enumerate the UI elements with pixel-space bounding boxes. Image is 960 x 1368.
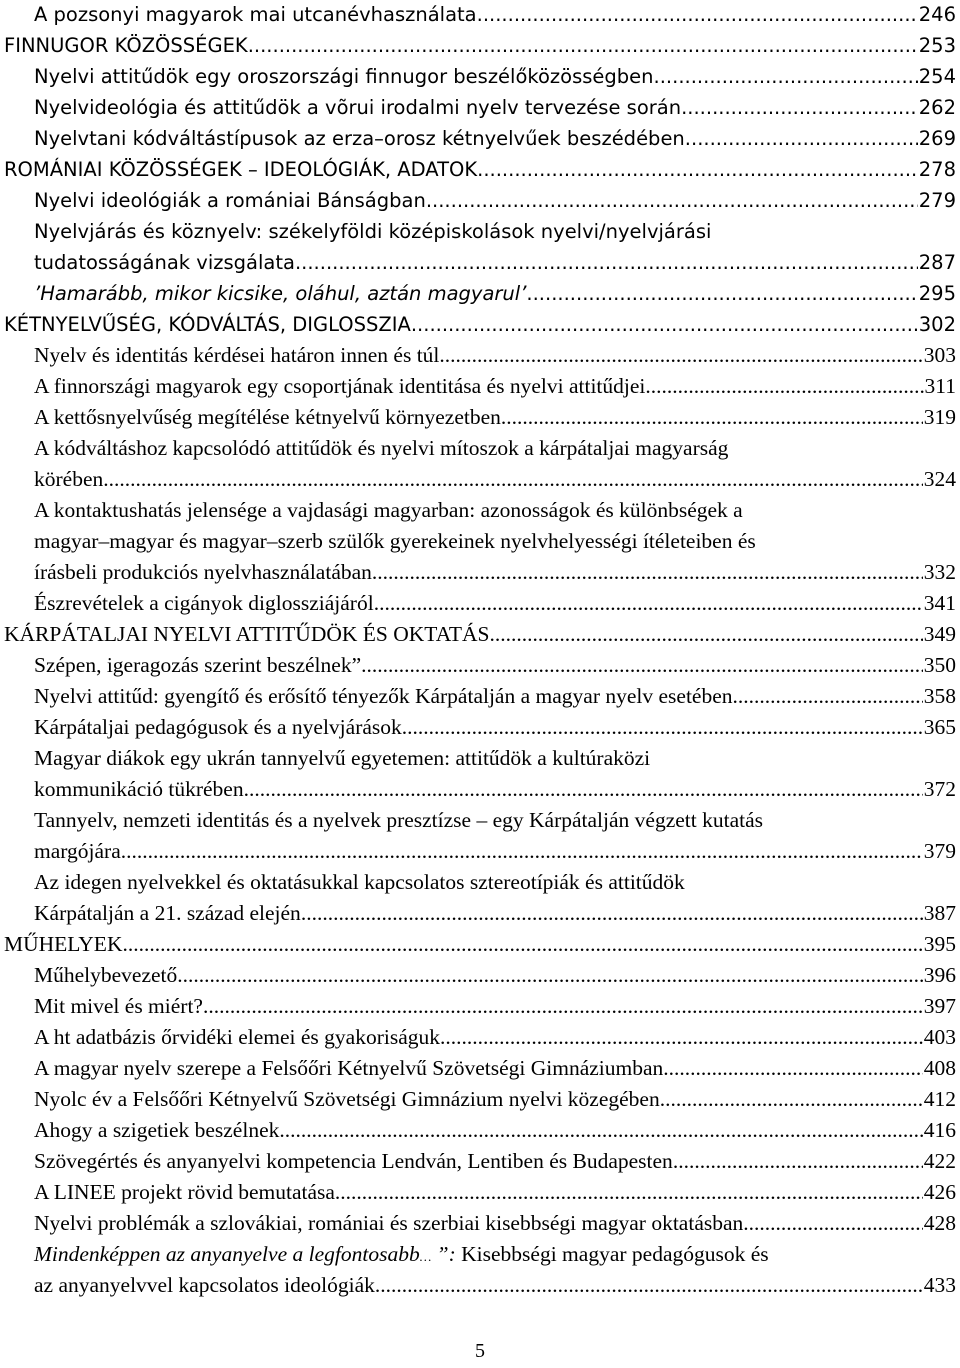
toc-entry xyxy=(34,371,956,402)
dot-leader xyxy=(374,588,923,619)
toc-entry-title: Nyelvi attitűdök egy oroszországi finnugor beszélőközösségben xyxy=(34,65,654,88)
dot-leader xyxy=(440,1022,923,1053)
toc-entry xyxy=(34,1177,956,1208)
toc-entry xyxy=(34,402,956,433)
toc-entry-line xyxy=(34,712,956,743)
toc-entry xyxy=(34,650,956,681)
dot-leader xyxy=(375,1270,923,1301)
dot-leader xyxy=(361,650,923,681)
toc-entry-title: Észrevételek a cigányok diglossziájáról xyxy=(34,591,374,615)
toc-page-number: 303 xyxy=(923,343,956,367)
toc-page-number: 358 xyxy=(923,684,956,708)
dot-leader xyxy=(526,278,917,309)
toc-entry-title: Ahogy a szigetiek beszélnek xyxy=(34,1118,280,1142)
toc-page-number: 397 xyxy=(923,994,956,1018)
dot-leader xyxy=(477,0,918,30)
toc-page-number: 279 xyxy=(918,189,956,212)
toc-page-number: 379 xyxy=(923,839,956,863)
toc-entry-line xyxy=(34,1115,956,1146)
toc-entry xyxy=(34,1084,956,1115)
toc-entry-title-line: A kódváltáshoz kapcsolódó attitűdök és nyelvi mítoszok a kárpátaljai magyarság xyxy=(34,436,729,460)
toc-entry xyxy=(34,1115,956,1146)
toc-entry-title: Nyolc év a Felsőőri Kétnyelvű Szövetségi Gimnázium nyelvi közegében xyxy=(34,1087,660,1111)
toc-entry xyxy=(34,805,956,867)
toc-section-heading xyxy=(4,154,956,185)
toc-entry-title-line: Az idegen nyelvekkel és oktatásukkal kapcsolatos sztereotípiák és attitűdök xyxy=(34,870,685,894)
toc-page-number: 433 xyxy=(923,1273,956,1297)
closing-quote: ”: xyxy=(436,1242,456,1266)
dot-leader xyxy=(335,1177,923,1208)
toc-entry-title: az anyanyelvvel kapcsolatos ideológiák xyxy=(34,1273,375,1297)
toc-entry-title: margójára xyxy=(34,839,121,863)
toc-entry xyxy=(34,92,956,123)
toc-entry-line xyxy=(34,1022,956,1053)
toc-entry xyxy=(34,1146,956,1177)
toc-entry-line xyxy=(34,247,956,278)
toc-entry-line xyxy=(34,650,956,681)
toc-entry-title-line: A kontaktushatás jelensége a vajdasági magyarban: azonosságok és különbségek a xyxy=(34,498,743,522)
toc-entry xyxy=(34,1053,956,1084)
toc-entry-line xyxy=(34,1208,956,1239)
toc-entry-line xyxy=(34,960,956,991)
toc-page-number: 332 xyxy=(923,560,956,584)
dot-leader xyxy=(177,960,922,991)
toc-entry xyxy=(34,588,956,619)
toc-entry xyxy=(34,495,956,588)
toc-entry-title: ROMÁNIAI KÖZÖSSÉGEK – IDEOLÓGIÁK, ADATOK xyxy=(4,158,478,181)
toc-section-heading xyxy=(4,619,956,650)
toc-page-number: 387 xyxy=(923,901,956,925)
toc-entry xyxy=(34,960,956,991)
toc-entry-title: Nyelvtani kódváltástípusok az erza–orosz kétnyelvűek beszédében xyxy=(34,127,685,150)
dot-leader xyxy=(402,712,923,743)
toc-entry-title: tudatosságának vizsgálata xyxy=(34,251,295,274)
dot-leader xyxy=(501,402,923,433)
toc-entry-title: Kárpátaljai pedagógusok és a nyelvjárások xyxy=(34,715,402,739)
dot-leader xyxy=(654,61,918,92)
toc-entry-line xyxy=(34,92,956,123)
toc-entry-title: A ht adatbázis őrvidéki elemei és gyakoriságuk xyxy=(34,1025,440,1049)
toc-entry-line xyxy=(34,278,956,309)
toc-entry xyxy=(34,0,956,30)
toc-entry-line xyxy=(34,1177,956,1208)
toc-entry-title: Mit mivel és miért? xyxy=(34,994,203,1018)
toc-entry-title-line: Tannyelv, nemzeti identitás és a nyelvek presztízse – egy Kárpátalján végzett kutatás xyxy=(34,808,764,832)
toc-entry-line xyxy=(34,0,956,30)
toc-page-number: 319 xyxy=(923,405,956,429)
dot-leader xyxy=(673,1146,923,1177)
ellipsis: … xyxy=(419,1249,432,1264)
toc-entry-title-line: magyar–magyar és magyar–szerb szülők gyerekeinek nyelvhelyességi ítéleteiben és xyxy=(34,529,756,553)
dot-leader xyxy=(477,154,918,185)
dot-leader xyxy=(203,991,923,1022)
toc-page-number: 295 xyxy=(918,282,956,305)
toc-page-number: 278 xyxy=(918,158,956,181)
toc-entry-line xyxy=(34,588,956,619)
toc-page-number: 349 xyxy=(923,622,956,646)
toc-entry xyxy=(34,216,956,278)
dot-leader xyxy=(411,309,918,340)
toc-page-number: 311 xyxy=(924,374,956,398)
toc-page-number: 372 xyxy=(923,777,956,801)
toc-page-number: 403 xyxy=(923,1025,956,1049)
toc-entry-title: A pozsonyi magyarok mai utcanévhasználata xyxy=(34,3,477,26)
toc-entry xyxy=(34,433,956,495)
toc-entry-line xyxy=(4,929,956,960)
toc-entry-line xyxy=(34,340,956,371)
dot-leader xyxy=(489,619,922,650)
toc-entry-title: KÉTNYELVŰSÉG, KÓDVÁLTÁS, DIGLOSSZIA xyxy=(4,313,411,336)
dot-leader xyxy=(244,774,923,805)
toc-entry-title: Nyelvi problémák a szlovákiai, romániai és szerbiai kisebbségi magyar oktatásban xyxy=(34,1211,744,1235)
toc-page-number: 254 xyxy=(918,65,956,88)
toc-entry xyxy=(34,278,956,309)
toc-entry-line xyxy=(34,898,956,929)
toc-entry-line xyxy=(34,557,956,588)
toc-entry-title-line: Nyelvjárás és köznyelv: székelyföldi középiskolások nyelvi/nyelvjárási xyxy=(34,220,712,243)
toc-entry-title-line: Magyar diákok egy ukrán tannyelvű egyetemen: attitűdök a kultúraközi xyxy=(34,746,651,770)
toc-entry-line xyxy=(4,154,956,185)
toc-entry xyxy=(34,991,956,1022)
toc-page-number: 253 xyxy=(918,34,956,57)
toc-entry-title: Nyelvideológia és attitűdök a võrui irodalmi nyelv tervezése során xyxy=(34,96,682,119)
toc-entry-line xyxy=(34,1146,956,1177)
toc-entry-line xyxy=(34,1053,956,1084)
toc-entry xyxy=(34,61,956,92)
dot-leader xyxy=(301,898,923,929)
toc-page-number: 246 xyxy=(918,3,956,26)
toc-page-number: 324 xyxy=(923,467,956,491)
toc-entry-title: Nyelv és identitás kérdései határon innen és túl xyxy=(34,343,440,367)
toc-entry xyxy=(34,123,956,154)
toc-entry-title: körében xyxy=(34,467,104,491)
dot-leader xyxy=(426,185,918,216)
toc-entry xyxy=(34,1022,956,1053)
dot-leader xyxy=(685,123,918,154)
toc-page-number: 408 xyxy=(923,1056,956,1080)
toc-entry-title: KÁRPÁTALJAI NYELVI ATTITŰDÖK ÉS OKTATÁS xyxy=(4,622,490,646)
toc-entry xyxy=(34,340,956,371)
toc-entry xyxy=(34,185,956,216)
toc-page-number: 302 xyxy=(918,313,956,336)
toc-entry-line xyxy=(34,61,956,92)
toc-entry-line xyxy=(4,30,956,61)
toc-page-number: 428 xyxy=(923,1211,956,1235)
toc-page-number: 350 xyxy=(923,653,956,677)
dot-leader xyxy=(681,92,918,123)
toc-entry-title-italic: Mindenképpen az anyanyelve a legfontosabb xyxy=(34,1242,420,1266)
toc-entry-title: MŰHELYEK xyxy=(4,932,123,956)
dot-leader xyxy=(733,681,923,712)
toc-entry-line xyxy=(34,1084,956,1115)
toc-entry xyxy=(34,681,956,712)
toc-page-number: 365 xyxy=(923,715,956,739)
toc-page-number: 416 xyxy=(923,1118,956,1142)
toc-entry-line xyxy=(4,309,956,340)
toc-entry xyxy=(34,1208,956,1239)
dot-leader xyxy=(660,1084,923,1115)
toc-entry-title-line xyxy=(34,1239,956,1270)
toc-entry-title: A LINEE projekt rövid bemutatása xyxy=(34,1180,335,1204)
dot-leader xyxy=(372,557,923,588)
toc-section-heading xyxy=(4,929,956,960)
toc-entry-line xyxy=(34,836,956,867)
toc-entry-title: A magyar nyelv szerepe a Felsőőri Kétnyelvű Szövetségi Gimnáziumban xyxy=(34,1056,664,1080)
toc-entry-title: írásbeli produkciós nyelvhasználatában xyxy=(34,560,372,584)
toc-entry-line xyxy=(34,991,956,1022)
toc-page-number: 341 xyxy=(923,591,956,615)
toc-entry-line xyxy=(34,681,956,712)
dot-leader xyxy=(248,30,918,61)
toc-entry-title: ’Hamarább, mikor kicsike, oláhul, aztán magyarul’ xyxy=(34,282,527,305)
dot-leader xyxy=(279,1115,922,1146)
toc-page-number: 269 xyxy=(918,127,956,150)
toc-entry-line xyxy=(34,774,956,805)
toc-entry xyxy=(34,1239,956,1301)
dot-leader xyxy=(645,371,923,402)
dot-leader xyxy=(295,247,918,278)
toc-entry-title: Nyelvi attitűd: gyengítő és erősítő tényezők Kárpátalján a magyar nyelv esetében xyxy=(34,684,733,708)
page-number: 5 xyxy=(475,1340,485,1362)
toc-entry-title: A finnországi magyarok egy csoportjának identitása és nyelvi attitűdjei xyxy=(34,374,646,398)
dot-leader xyxy=(121,836,923,867)
dot-leader xyxy=(122,929,922,960)
toc-entry-line xyxy=(34,402,956,433)
toc-entry-title: Kárpátalján a 21. század elején xyxy=(34,901,301,925)
toc-entry-line xyxy=(34,185,956,216)
toc-entry-title: Nyelvi ideológiák a romániai Bánságban xyxy=(34,189,426,212)
toc-section-heading xyxy=(4,30,956,61)
toc-entry-line xyxy=(4,619,956,650)
toc-page-number: 426 xyxy=(923,1180,956,1204)
toc-entry-title: kommunikáció tükrében xyxy=(34,777,244,801)
toc-entry-line xyxy=(34,1270,956,1301)
toc-entry-title: Műhelybevezető xyxy=(34,963,178,987)
toc-entry xyxy=(34,712,956,743)
dot-leader xyxy=(743,1208,922,1239)
toc-entry-title: FINNUGOR KÖZÖSSÉGEK xyxy=(4,34,248,57)
toc-entry-line xyxy=(34,371,956,402)
toc-entry-line xyxy=(34,464,956,495)
toc-page-number: 395 xyxy=(923,932,956,956)
toc-entry-title: Szövegértés és anyanyelvi kompetencia Lendván, Lentiben és Budapesten xyxy=(34,1149,673,1173)
toc-entry-title-rest: Kisebbségi magyar pedagógusok és xyxy=(455,1242,769,1266)
toc-page-number: 262 xyxy=(918,96,956,119)
toc-entry xyxy=(34,743,956,805)
toc-entry-title: Szépen, igeragozás szerint beszélnek” xyxy=(34,653,362,677)
toc-page-number: 422 xyxy=(923,1149,956,1173)
toc-section-heading xyxy=(4,309,956,340)
toc-page-number: 412 xyxy=(923,1087,956,1111)
toc-entry xyxy=(34,867,956,929)
dot-leader xyxy=(663,1053,922,1084)
toc-entry-title: A kettősnyelvűség megítélése kétnyelvű környezetben xyxy=(34,405,501,429)
dot-leader xyxy=(439,340,922,371)
toc-page-number: 287 xyxy=(918,251,956,274)
toc-page-number: 396 xyxy=(923,963,956,987)
dot-leader xyxy=(103,464,923,495)
toc-entry-line xyxy=(34,123,956,154)
